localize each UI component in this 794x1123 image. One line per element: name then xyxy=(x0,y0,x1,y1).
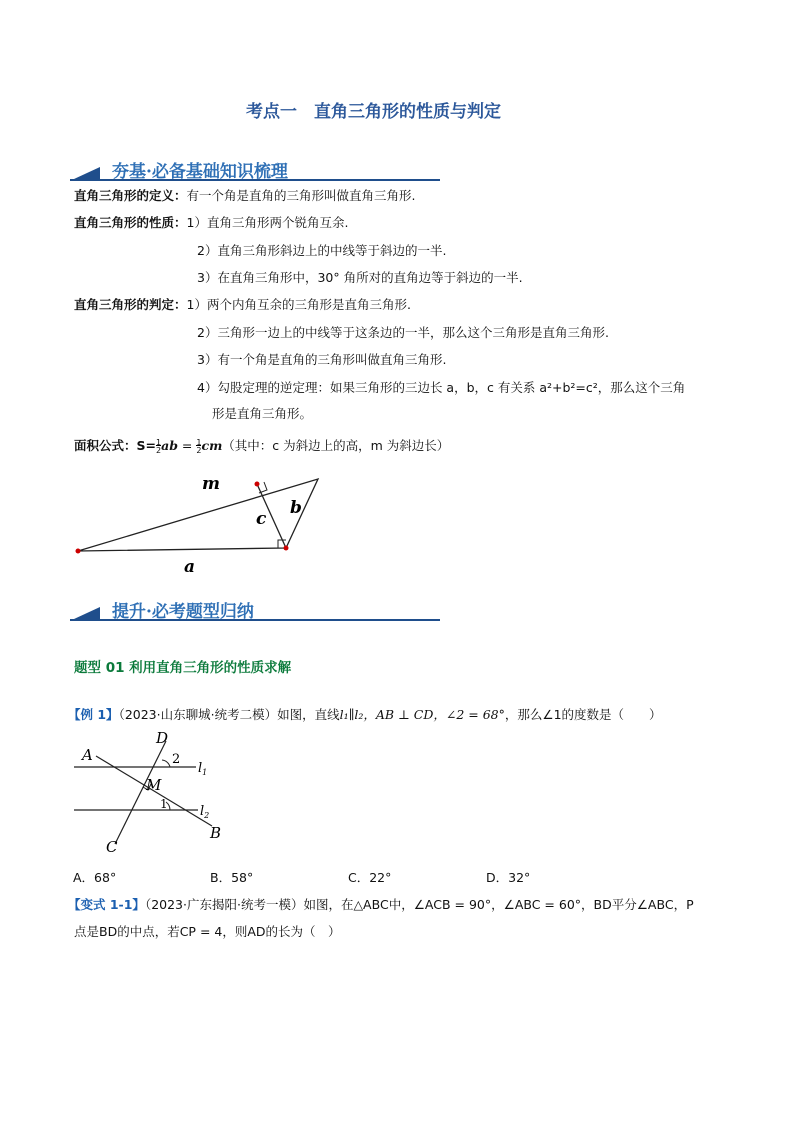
variant-1-1-line2: 点是BD的中点，若CP = 4，则AD的长为（ ） xyxy=(74,924,341,939)
property-item: 1）直角三角形两个锐角互余. xyxy=(186,215,349,230)
angle-2-arc xyxy=(162,760,170,767)
parallel-lines-figure xyxy=(70,726,240,854)
example-source: （2023·山东聊城·统考二模）如图，直线 xyxy=(118,707,340,722)
label-b: b xyxy=(290,498,302,518)
definition-text: 有一个角是直角的三角形叫做直角三角形. xyxy=(186,188,416,203)
vertex-point xyxy=(76,549,81,554)
formula-cm: cm xyxy=(201,438,223,453)
label-angle-1: 1 xyxy=(160,797,168,811)
question-type-heading: 题型 01 利用直角三角形的性质求解 xyxy=(74,660,292,676)
section-banner-advanced xyxy=(70,597,440,623)
label-M: M xyxy=(146,776,162,794)
label-a: a xyxy=(184,557,196,577)
label-B: B xyxy=(210,824,222,842)
judgement-item: 1）两个内角互余的三角形是直角三角形. xyxy=(186,297,411,312)
judgement-line-1 xyxy=(74,295,411,313)
example-rest: ，那么∠1的度数是（ ） xyxy=(504,707,662,722)
property-item: 2）直角三角形斜边上的中线等于斜边的一半. xyxy=(197,243,447,258)
fraction-num: 1 xyxy=(156,437,162,447)
fraction-den: 2 xyxy=(196,445,202,455)
label-l1 xyxy=(198,761,207,777)
definition-label: 直角三角形的定义： xyxy=(74,188,187,203)
section-banner-basics xyxy=(70,157,440,183)
example-1-stem xyxy=(68,705,662,723)
page-title: 考点一 直角三角形的性质与判定 xyxy=(246,102,501,122)
option-c: C．22° xyxy=(348,870,392,885)
formula-note: （其中：c 为斜边上的高，m 为斜边长） xyxy=(222,438,450,453)
label-A: A xyxy=(82,746,93,764)
formula-eq: = xyxy=(177,438,197,453)
option-b: B．58° xyxy=(210,870,254,885)
judgement-label: 直角三角形的判定： xyxy=(74,297,187,312)
judgement-item: 形是直角三角形。 xyxy=(212,406,313,421)
banner-decoration xyxy=(74,167,100,179)
label-l2 xyxy=(200,804,209,820)
right-triangle-figure xyxy=(60,462,320,582)
label-l2-main: l xyxy=(200,804,205,819)
option-a: A．68° xyxy=(73,870,117,885)
judgement-item: 2）三角形一边上的中线等于这条边的一半，那么这个三角形是直角三角形. xyxy=(197,325,609,340)
variant-tag: 【变式 1-1】 xyxy=(68,897,145,912)
fraction-num: 1 xyxy=(196,437,202,447)
variant-text: （2023·广东揭阳·统考一模）如图，在△ABC中，∠ACB = 90°，∠ABC = 60°，BD平分∠ABC，P xyxy=(144,897,694,912)
formula-ab: ab xyxy=(161,438,178,453)
option-d: D．32° xyxy=(486,870,531,885)
label-C: C xyxy=(106,838,118,854)
label-l1-sub: 1 xyxy=(202,768,208,777)
area-formula xyxy=(74,436,449,455)
definition-line xyxy=(74,186,416,204)
example-tag: 【例 1】 xyxy=(68,707,119,722)
label-c: c xyxy=(256,509,267,529)
label-m: m xyxy=(202,474,220,494)
property-item: 3）在直角三角形中，30° 角所对的直角边等于斜边的一半. xyxy=(197,270,523,285)
section-heading: 提升·必考题型归纳 xyxy=(112,602,254,622)
area-label: 面积公式： xyxy=(74,438,137,453)
judgement-item: 4）勾股定理的逆定理：如果三角形的三边长 a，b，c 有关系 a²+b²=c²，那么这个三角 xyxy=(197,380,686,395)
fraction-den: 2 xyxy=(156,445,162,455)
judgement-item: 3）有一个角是直角的三角形叫做直角三角形. xyxy=(197,352,447,367)
banner-decoration xyxy=(74,607,100,619)
example-math: l₁∥l₂，AB ⊥ CD，∠2 = 68° xyxy=(339,707,505,722)
label-D: D xyxy=(156,729,169,747)
section-heading: 夯基·必备基础知识梳理 xyxy=(112,162,288,182)
label-l1-main: l xyxy=(198,761,203,776)
vertex-point xyxy=(284,546,289,551)
label-l2-sub: 2 xyxy=(204,811,210,820)
formula-s: S= xyxy=(136,438,156,453)
label-angle-2: 2 xyxy=(172,752,181,767)
properties-label: 直角三角形的性质： xyxy=(74,215,187,230)
properties-line-1 xyxy=(74,213,348,231)
vertex-point xyxy=(255,482,260,487)
variant-1-1-line1 xyxy=(68,895,694,913)
